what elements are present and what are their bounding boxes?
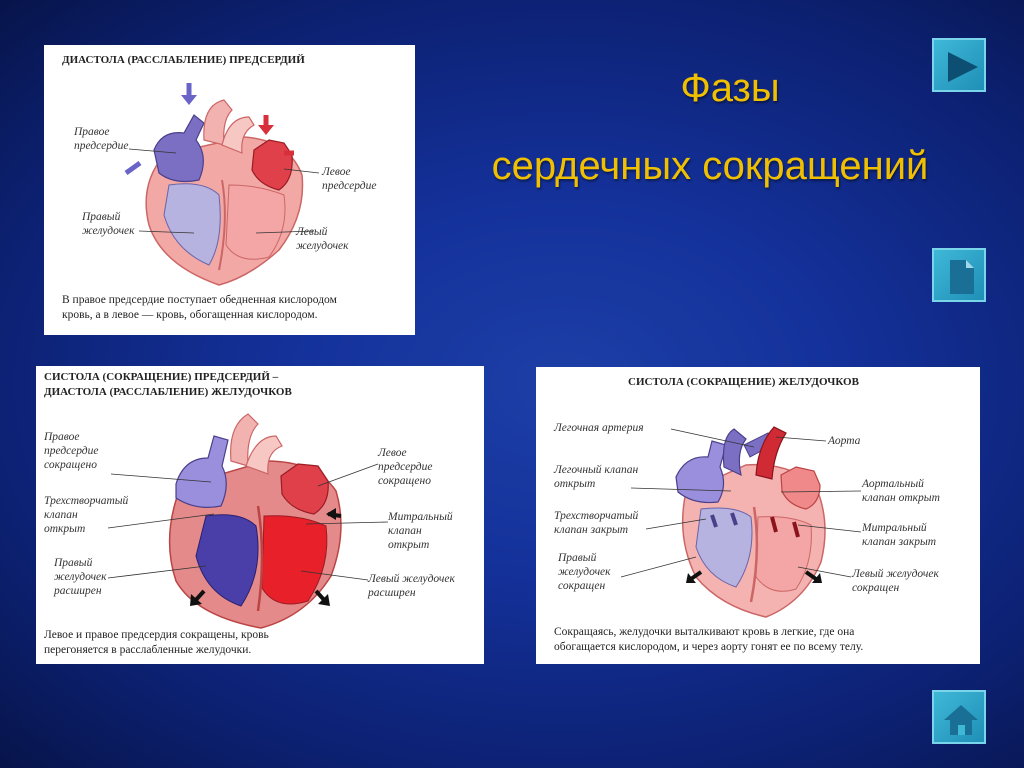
- label-text: Правый: [82, 211, 121, 223]
- slide-title-line2: сердечных сокращений: [491, 144, 929, 188]
- label-pulmonary-artery: Легочная артерия: [554, 422, 644, 434]
- label-text: Левое: [378, 447, 407, 459]
- label-text: желудочек: [54, 571, 107, 583]
- label-left-atrium: [322, 165, 376, 193]
- label-text: Правое: [74, 126, 110, 138]
- label-text: Трехстворчатый: [44, 495, 129, 507]
- label-text: Левое: [322, 166, 351, 178]
- home-button[interactable]: [932, 690, 986, 744]
- panel2-title: [44, 370, 292, 400]
- label-right-ventricle-contracted: [558, 551, 611, 593]
- label-text: предсердие: [378, 461, 433, 473]
- label-text: желудочек: [296, 240, 349, 252]
- label-text: клапан: [388, 525, 422, 537]
- panel3-title: СИСТОЛА (СОКРАЩЕНИЕ) ЖЕЛУДОЧКОВ: [628, 376, 859, 388]
- caption-line: Левое и правое предсердия сокращены, кровь: [44, 629, 269, 641]
- label-text: клапан закрыт: [554, 524, 629, 536]
- panel1-caption: [62, 293, 337, 323]
- panel2-caption: [44, 628, 269, 658]
- label-mitral-open: [388, 510, 453, 552]
- label-text: Трехстворчатый: [554, 510, 639, 522]
- label-left-ventricle: [296, 225, 349, 253]
- label-text: Левый: [296, 226, 328, 238]
- label-right-ventricle: [82, 210, 135, 238]
- label-aortic-valve-open: [862, 477, 940, 505]
- label-text: сокращен: [558, 580, 606, 592]
- caption-line: Сокращаясь, желудочки выталкивают кровь в легкие, где она: [554, 626, 855, 638]
- label-text: Правый: [54, 557, 93, 569]
- label-aorta: Аорта: [828, 435, 861, 447]
- document-icon: [934, 250, 988, 304]
- label-text: Легочный клапан: [554, 464, 639, 476]
- label-text: сокращено: [378, 475, 431, 487]
- label-text: клапан закрыт: [862, 536, 937, 548]
- label-left-atrium-contracted: [378, 446, 432, 488]
- panel3-caption: [554, 625, 863, 655]
- label-text: предсердие: [44, 445, 99, 457]
- next-slide-button[interactable]: [932, 38, 986, 92]
- label-text: предсердие: [74, 140, 129, 152]
- label-text: клапан: [44, 509, 78, 521]
- caption-line: кровь, а в левое — кровь, обогащенная кислородом.: [62, 309, 318, 321]
- title-line: СИСТОЛА (СОКРАЩЕНИЕ) ПРЕДСЕРДИЙ –: [44, 371, 279, 383]
- label-right-ventricle-dilated: [54, 556, 107, 598]
- label-text: желудочек: [82, 225, 135, 237]
- label-tricuspid-open: [44, 494, 128, 536]
- home-icon: [934, 692, 988, 746]
- label-text: Аортальный: [862, 478, 924, 490]
- label-text: открыт: [554, 478, 596, 490]
- slide-title-line1: Фазы: [680, 66, 780, 110]
- label-right-atrium: [74, 125, 128, 153]
- label-text: открыт: [388, 539, 430, 551]
- label-text: расширен: [54, 585, 102, 597]
- label-text: Левый желудочек: [852, 568, 939, 580]
- label-text: Митральный: [862, 522, 927, 534]
- label-text: Левый желудочек: [368, 573, 455, 585]
- label-tricuspid-closed: [554, 509, 638, 537]
- label-text: расширен: [368, 587, 416, 599]
- panel-atrial-systole: [36, 366, 484, 664]
- label-text: Правое: [44, 431, 80, 443]
- label-text: клапан открыт: [862, 492, 940, 504]
- label-right-atrium-contracted: [44, 430, 98, 472]
- label-text: сокращено: [44, 459, 97, 471]
- caption-line: перегоняется в расслабленные желудочки.: [44, 644, 252, 656]
- panel-atrial-diastole: [44, 45, 415, 335]
- label-text: предсердие: [322, 180, 377, 192]
- title-line: ДИАСТОЛА (РАССЛАБЛЕНИЕ) ЖЕЛУДОЧКОВ: [44, 386, 292, 398]
- label-text: Правый: [558, 552, 597, 564]
- panel1-title: ДИАСТОЛА (РАССЛАБЛЕНИЕ) ПРЕДСЕРДИЙ: [62, 54, 305, 66]
- label-left-ventricle-contracted: [852, 567, 939, 595]
- panel-ventricular-systole: [536, 367, 980, 664]
- label-text: открыт: [44, 523, 86, 535]
- label-left-ventricle-dilated: [368, 572, 455, 600]
- label-text: Митральный: [388, 511, 453, 523]
- label-text: сокращен: [852, 582, 900, 594]
- label-pulmonary-valve-open: [554, 463, 638, 491]
- label-mitral-closed: [862, 521, 936, 549]
- caption-line: В правое предсердие поступает обедненная кислородом: [62, 294, 337, 306]
- label-text: желудочек: [558, 566, 611, 578]
- caption-line: обогащается кислородом, и через аорту гонят ее по всему телу.: [554, 641, 864, 653]
- play-triangle-icon: [934, 40, 988, 94]
- document-button[interactable]: [932, 248, 986, 302]
